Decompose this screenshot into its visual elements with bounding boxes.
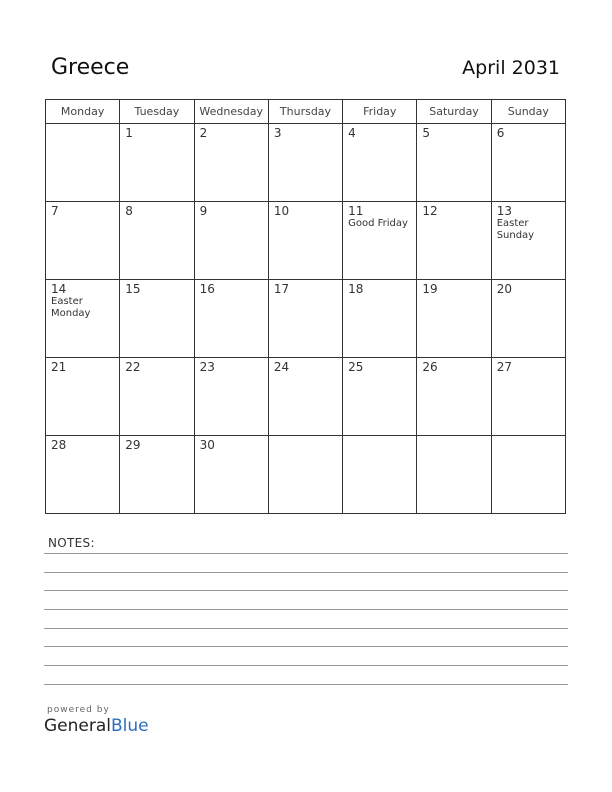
day-cell [194, 124, 268, 202]
weekday-header: Sunday [491, 100, 565, 124]
day-number: 26 [422, 360, 438, 374]
day-number [417, 436, 490, 438]
day-number: 27 [496, 360, 512, 374]
note-line [44, 684, 568, 685]
week-row [46, 280, 566, 358]
day-number: 16 [199, 282, 215, 296]
day-cell [46, 436, 120, 514]
day-cell [268, 202, 342, 280]
day-cell [343, 280, 417, 358]
day-number: 17 [273, 282, 290, 296]
day-cell [491, 436, 565, 514]
day-cell [194, 202, 268, 280]
day-number: 10 [273, 204, 290, 218]
holiday-label: Easter Sunday [496, 218, 535, 241]
day-cell [491, 124, 565, 202]
day-cell [120, 124, 194, 202]
weekday-header: Monday [46, 100, 120, 124]
logo-text-blue: Blue [111, 716, 149, 736]
holiday-label: Easter Monday [51, 296, 91, 319]
weekday-header: Thursday [268, 100, 342, 124]
day-cell [194, 358, 268, 436]
day-cell [194, 436, 268, 514]
note-line [44, 665, 568, 666]
day-number [492, 436, 565, 438]
week-row [46, 202, 566, 280]
day-cell [417, 358, 491, 436]
country-title: Greece [51, 55, 130, 80]
day-number: 29 [125, 438, 141, 452]
day-number: 19 [422, 282, 438, 296]
day-cell [120, 202, 194, 280]
day-cell [491, 280, 565, 358]
day-number: 2 [199, 126, 208, 140]
day-number: 21 [51, 360, 67, 374]
weekday-header-row [46, 100, 566, 124]
weekday-header: Tuesday [120, 100, 194, 124]
day-number: 18 [348, 282, 364, 296]
week-row [46, 358, 566, 436]
note-line [44, 628, 568, 629]
day-cell [417, 280, 491, 358]
day-number: 15 [125, 282, 141, 296]
note-line [44, 572, 568, 573]
day-number: 14 [51, 282, 67, 296]
logo-text-general: General [44, 716, 111, 736]
powered-by-text: powered by [47, 705, 110, 715]
holiday-label: Good Friday [348, 218, 408, 229]
weekday-header: Saturday [417, 100, 491, 124]
day-number: 25 [348, 360, 364, 374]
generalblue-logo [44, 716, 149, 736]
day-number [343, 436, 416, 438]
day-cell [268, 436, 342, 514]
day-cell [343, 436, 417, 514]
day-cell [343, 202, 417, 280]
day-number: 23 [199, 360, 215, 374]
day-cell [491, 358, 565, 436]
day-number: 7 [51, 204, 59, 218]
day-cell [120, 358, 194, 436]
day-cell [491, 202, 565, 280]
day-number: 1 [125, 126, 133, 140]
day-number: 6 [496, 126, 505, 140]
day-number: 5 [422, 126, 431, 140]
notes-label: NOTES: [48, 536, 95, 550]
day-cell [46, 280, 120, 358]
day-cell [343, 358, 417, 436]
day-number: 11 [348, 204, 364, 218]
day-cell [417, 124, 491, 202]
note-line [44, 646, 568, 647]
day-number: 20 [496, 282, 512, 296]
day-cell [343, 124, 417, 202]
day-cell [417, 436, 491, 514]
day-number: 3 [273, 126, 282, 140]
note-line [44, 553, 568, 554]
day-cell [417, 202, 491, 280]
day-number: 24 [273, 360, 290, 374]
week-row [46, 436, 566, 514]
day-number: 22 [125, 360, 141, 374]
calendar-grid [45, 99, 566, 514]
week-row [46, 124, 566, 202]
day-number: 28 [51, 438, 67, 452]
day-number: 12 [422, 204, 438, 218]
weekday-header: Friday [343, 100, 417, 124]
day-number: 8 [125, 204, 133, 218]
day-cell [120, 280, 194, 358]
day-cell [46, 124, 120, 202]
day-cell [268, 124, 342, 202]
day-number [269, 436, 342, 438]
day-cell [194, 280, 268, 358]
day-number: 13 [496, 204, 512, 218]
day-cell [46, 358, 120, 436]
day-cell [46, 202, 120, 280]
day-cell [268, 280, 342, 358]
day-number: 9 [199, 204, 208, 218]
day-number: 30 [199, 438, 215, 452]
day-cell [120, 436, 194, 514]
day-cell [268, 358, 342, 436]
note-line [44, 609, 568, 610]
day-number [46, 124, 119, 126]
month-year-title: April 2031 [462, 57, 560, 79]
day-number: 4 [348, 126, 356, 140]
note-line [44, 590, 568, 591]
weekday-header: Wednesday [194, 100, 268, 124]
